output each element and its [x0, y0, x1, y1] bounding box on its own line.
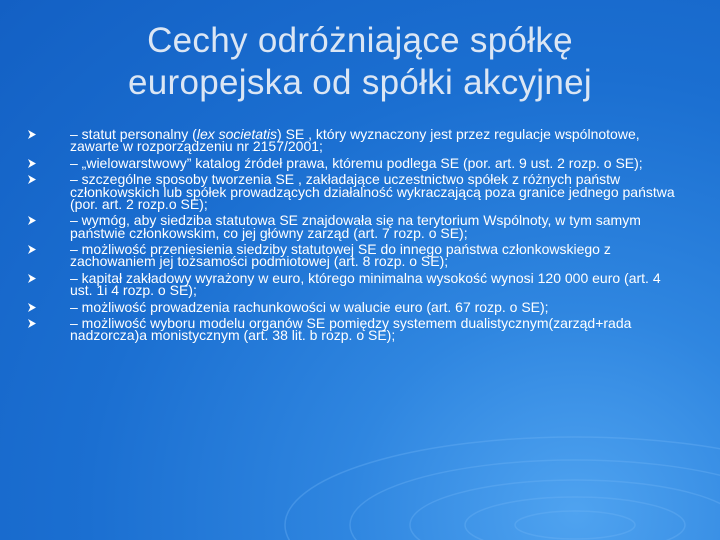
arrowhead-bullet-icon [27, 129, 37, 140]
bullet-list [27, 128, 677, 346]
bullet-item [27, 269, 677, 299]
slide-title [40, 20, 680, 104]
bullet-text: – statut personalny ( [70, 126, 197, 142]
bullet-item [27, 243, 677, 268]
bullet-text-italic: lex societatis [196, 126, 278, 142]
arrowhead-bullet-icon [27, 158, 37, 169]
title-line-2: europejska od spółki akcyjnej [128, 63, 592, 102]
arrowhead-bullet-icon [27, 302, 37, 313]
bullet-text: ) SE , który wyznaczony jest przez regulacje wspólnotowe, zawarte w rozporządzeniu nr 2157/2001; [70, 126, 640, 155]
arrowhead-bullet-icon [27, 215, 37, 226]
arrowhead-bullet-icon [27, 318, 37, 329]
bullet-text: – możliwość przeniesienia siedziby statutowej SE do innego państwa członkowskiego z zachowaniem jej tożsamości podmiotowej (art. 8 rozp. o SE); [70, 241, 611, 270]
bullet-text: – możliwość prowadzenia rachunkowości w walucie euro (art. 67 rozp. o SE); [70, 298, 549, 315]
bullet-item [27, 154, 677, 171]
bullet-item [27, 173, 677, 210]
bullet-item [27, 298, 677, 315]
bullet-text: – wymóg, aby siedziba statutowa SE znajdowała się na terytorium Wspólnoty, w tym samym państwie członkowskim, co jej główny zarząd (art. 7 rozp. o SE); [70, 212, 641, 241]
title-line-1: Cechy odróżniające spółkę [147, 21, 573, 60]
bullet-text: – szczególne sposoby tworzenia SE , zakładające uczestnictwo spółek z różnych państw członkowskich lub spółek prowadzących działalność wykraczającą poza granice jednego państwa (por. art. 2 rozp.o SE); [70, 171, 675, 212]
bullet-item [27, 317, 677, 342]
arrowhead-bullet-icon [27, 174, 37, 185]
bullet-text: – możliwość wyboru modelu organów SE pomiędzy systemem dualistycznym(zarząd+rada nadzorcza)a monistycznym (art. 38 lit. b rozp. o SE); [70, 315, 632, 344]
bullet-text: – kapitał zakładowy wyrażony w euro, którego minimalna wysokość wynosi 120 000 euro (art. 4 ust. 1i 4 rozp. o SE); [70, 269, 661, 299]
arrowhead-bullet-icon [27, 273, 37, 284]
bullet-item [27, 128, 677, 153]
arrowhead-bullet-icon [27, 244, 37, 255]
bullet-item [27, 214, 677, 239]
bullet-text: – „wielowarstwowy” katalog źródeł prawa, któremu podlega SE (por. art. 9 ust. 2 rozp. o SE); [70, 154, 643, 171]
